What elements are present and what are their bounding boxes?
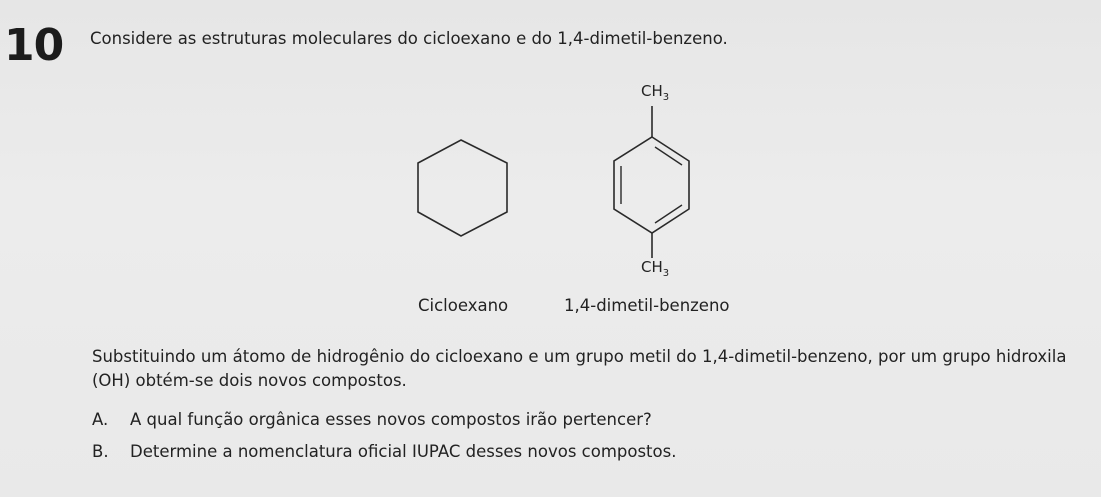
benzene-double-bond-1 (655, 147, 682, 165)
methyl-label-top (641, 82, 669, 103)
methyl-bottom-ch: CH (641, 258, 663, 276)
item-a-letter: A. (92, 410, 109, 429)
question-paragraph: Substituindo um átomo de hidrogênio do cicloexano e um grupo metil do 1,4-dimetil-benzeno, por um grupo hidroxila (OH) obtém-se dois novos compostos. (92, 347, 1067, 390)
xylene-label: 1,4-dimetil-benzeno (564, 296, 730, 315)
methyl-top-ch: CH (641, 82, 663, 100)
benzene-double-bond-2 (655, 205, 682, 223)
item-b-text: Determine a nomenclatura oficial IUPAC desses novos compostos. (130, 442, 677, 461)
cyclohexane-ring (418, 140, 507, 236)
item-b (92, 441, 676, 463)
methyl-label-bottom (641, 258, 669, 279)
item-b-letter: B. (92, 442, 109, 461)
question-intro: Considere as estruturas moleculares do cicloexano e do 1,4-dimetil-benzeno. (90, 29, 728, 48)
item-a-text: A qual função orgânica esses novos compostos irão pertencer? (130, 410, 652, 429)
methyl-top-subscript: 3 (662, 92, 670, 103)
methyl-bottom-subscript: 3 (662, 268, 670, 279)
item-a (92, 409, 652, 431)
cyclohexane-label: Cicloexano (418, 296, 509, 315)
question-number: 10 (4, 20, 64, 71)
benzene-ring (614, 137, 689, 233)
